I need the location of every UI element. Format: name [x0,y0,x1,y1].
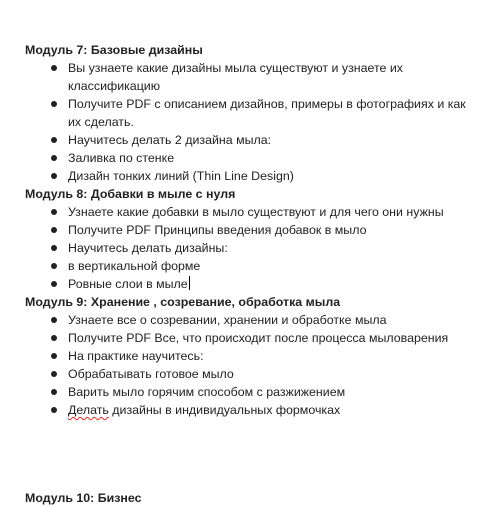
list-item[interactable] [25,131,480,149]
bullet-icon [51,335,57,341]
list-item-text: Узнаете какие добавки в мыло существуют и для чего они нужны [68,205,444,219]
list-item[interactable] [25,59,480,95]
module-9-list [25,311,480,419]
bullet-icon [51,209,57,215]
bullet-icon [51,389,57,395]
module-7-heading[interactable]: Модуль 7: Базовые дизайны [25,43,203,57]
list-item[interactable] [25,149,480,167]
list-item[interactable] [25,221,480,239]
bullet-icon [51,101,57,107]
bullet-icon [51,245,57,251]
list-item[interactable] [25,329,480,347]
list-item-text: Узнаете все о созревании, хранении и обработке мыла [68,313,387,327]
list-item-text: Получите PDF с описанием дизайнов, примеры в фотографиях и как их сделать. [68,97,466,129]
bullet-icon [51,227,57,233]
list-item-text: Заливка по стенке [68,151,175,165]
list-item[interactable] [25,167,480,185]
document-body [25,41,480,419]
list-item-text: Ровные слои в мыле [68,277,188,291]
module-7-list [25,59,480,185]
spellcheck-word[interactable]: Делать [68,403,109,417]
module-8-list [25,203,480,293]
list-item-text: Получите PDF Принципы введения добавок в мыло [68,223,367,237]
list-item[interactable] [25,95,480,131]
bullet-icon [51,281,57,287]
list-item-text: Научитесь делать дизайны: [68,241,228,255]
list-item-text: Обрабатывать готовое мыло [68,367,234,381]
list-item[interactable] [25,203,480,221]
module-7-section [25,41,480,185]
list-item-text: Получите PDF Все, что происходит после процесса мыловарения [68,331,449,345]
bullet-icon [51,263,57,269]
list-item[interactable] [25,275,480,293]
bullet-icon [51,371,57,377]
bullet-icon [51,65,57,71]
list-item[interactable] [25,401,480,419]
list-item-text: На практике научитесь: [68,349,204,363]
list-item[interactable] [25,239,480,257]
bullet-icon [51,353,57,359]
list-item-text: Варить мыло горячим способом с разжижением [68,385,346,399]
list-item[interactable] [25,257,480,275]
list-item[interactable] [25,311,480,329]
module-9-heading[interactable]: Модуль 9: Хранение , созревание, обработка мыла [25,295,341,309]
module-8-section [25,185,480,293]
list-item-text: в вертикальной форме [68,259,201,273]
list-item-text: Научитесь делать 2 дизайна мыла: [68,133,272,147]
text-cursor [189,276,190,290]
list-item-text: Дизайн тонких линий (Thin Line Design) [68,169,294,183]
bullet-icon [51,173,57,179]
list-item-text: Вы узнаете какие дизайны мыла существуют и узнаете их классификацию [68,61,403,93]
module-10-heading[interactable]: Модуль 10: Бизнес [25,491,142,505]
bullet-icon [51,137,57,143]
bullet-icon [51,317,57,323]
list-item[interactable] [25,365,480,383]
module-8-heading[interactable]: Модуль 8: Добавки в мыле с нуля [25,187,236,201]
bullet-icon [51,407,57,413]
list-item[interactable] [25,347,480,365]
module-9-section [25,293,480,419]
list-item-text: дизайны в индивидуальных формочках [108,403,341,417]
bullet-icon [51,155,57,161]
list-item[interactable] [25,383,480,401]
